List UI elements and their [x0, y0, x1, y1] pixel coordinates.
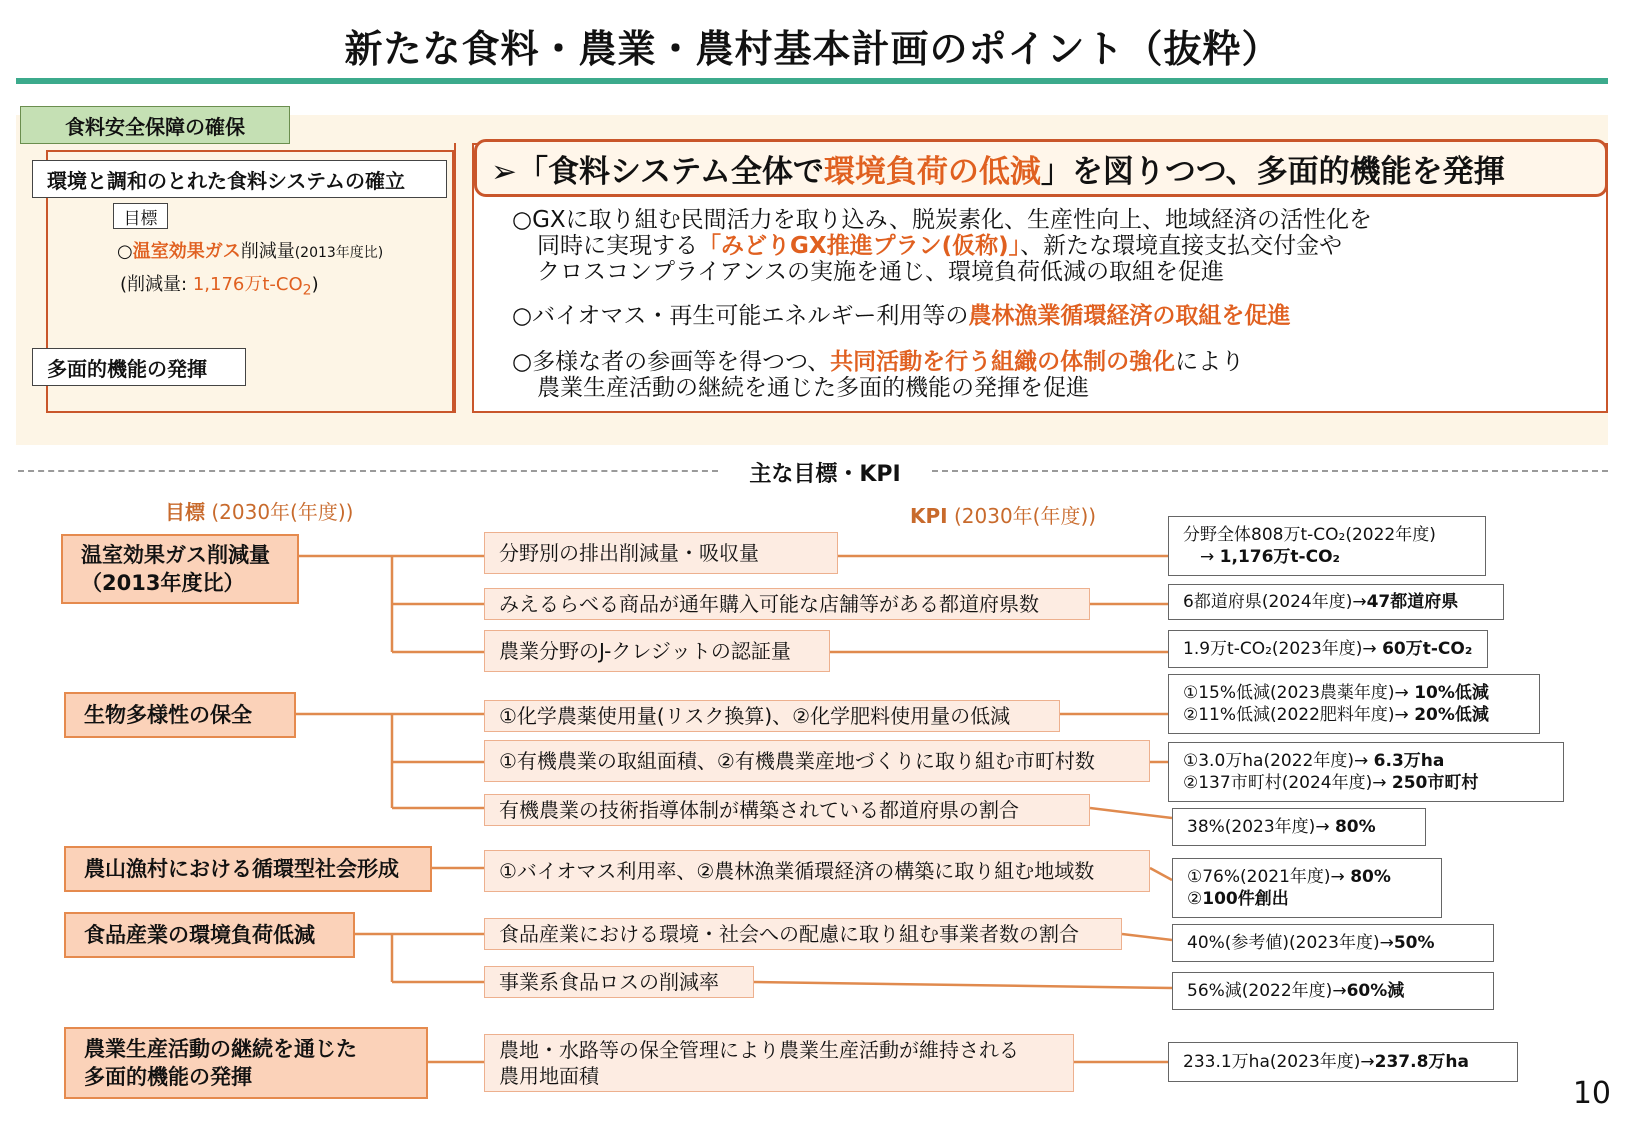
kpi-emissions — [1168, 516, 1486, 576]
bullet-gx-line1: ○GXに取り組む民間活力を取り込み、脱炭素化、生産性向上、地域経済の活性化を — [512, 207, 1373, 233]
goal-box-ghg — [61, 534, 299, 604]
kpi-column-note: (2030年(年度)) — [953, 504, 1097, 528]
goal-box-circular: 農山漁村における循環型社会形成 — [64, 846, 432, 892]
goal-multi-line1: 農業生産活動の継続を通じた — [84, 1037, 357, 1061]
kpi-emissions-line1 — [1183, 524, 1485, 546]
kpi-biomass — [1172, 858, 1442, 918]
kpi-food-business-target: 50% — [1393, 933, 1435, 953]
kpi-chemicals-line1 — [1183, 682, 1539, 704]
goal-prefix: ○ — [117, 241, 133, 262]
indicator-food-business: 食品産業における環境・社会への配慮に取り組む事業者数の割合 — [484, 918, 1122, 950]
multifunction-title: 多面的機能の発揮 — [32, 348, 246, 386]
kpi-food-loss-current: 56%減(2022年度)→ — [1187, 981, 1347, 1001]
bullet-collective-line2: 農業生産活動の継続を通じた多面的機能の発揮を促進 — [537, 375, 1089, 401]
goal-value-number: 1,176万t-CO — [192, 274, 303, 295]
goal-box-multifunction-text — [84, 1035, 357, 1091]
indicator-jcredit: 農業分野のJ-クレジットの認証量 — [484, 630, 830, 672]
goal-column-title: 目標 — [165, 500, 205, 524]
bullet-biomass-pre: ○バイオマス・再生可能エネルギー利用等の — [512, 303, 969, 329]
kpi-organic-area-target: 6.3万ha — [1373, 751, 1445, 771]
kpi-food-loss — [1172, 972, 1494, 1010]
indicator-farmland-text — [499, 1037, 1019, 1089]
bracket-close: ) — [311, 274, 319, 295]
kpi-food-loss-line — [1187, 980, 1493, 1002]
kpi-emissions-line2 — [1183, 546, 1485, 568]
goal-box-food-industry: 食品産業の環境負荷低減 — [64, 912, 355, 958]
kpi-biomass-line1 — [1187, 866, 1441, 888]
headline-pre: ➢「食料システム全体で — [491, 153, 824, 190]
env-system-title: 環境と調和のとれた食料システムの確立 — [32, 160, 447, 198]
kpi-biomass-rate-target: 80% — [1350, 867, 1391, 887]
kpi-organic-line2 — [1183, 772, 1563, 794]
bracket-open: ( — [120, 274, 128, 295]
kpi-emissions-target: 1,176万t-CO₂ — [1219, 547, 1340, 567]
goal-multi-line2: 多面的機能の発揮 — [84, 1065, 252, 1089]
goal-value-subscript: 2 — [302, 282, 312, 299]
indicator-biomass: ①バイオマス利用率、②農林漁業循環経済の構築に取り組む地域数 — [484, 850, 1150, 892]
goal-box-multifunction — [64, 1027, 428, 1099]
kpi-mierabel-line — [1183, 591, 1503, 613]
page-number: 10 — [1572, 1076, 1611, 1111]
indicator-farmland-line2: 農用地面積 — [499, 1064, 599, 1088]
goal-note: (2013年度比) — [294, 245, 384, 261]
indicator-organic-area: ①有機農業の取組面積、②有機農業産地づくりに取り組む市町村数 — [484, 740, 1150, 782]
goal-rest: 削減量 — [240, 241, 295, 262]
kpi-organic-municipalities-target: 250市町村 — [1391, 773, 1479, 793]
bullet-gx-line3: クロスコンプライアンスの実施を通じ、環境負荷低減の取組を促進 — [537, 259, 1225, 285]
kpi-jcredit — [1168, 630, 1488, 668]
bullet-gx-line2-pre: 同時に実現する — [537, 233, 698, 259]
kpi-mierabel-target: 47都道府県 — [1366, 592, 1459, 612]
kpi-emissions-current: 分野全体808万t-CO₂(2022年度) — [1183, 525, 1436, 545]
kpi-organic-municipalities: ②137市町村(2024年度)→ — [1183, 773, 1392, 793]
kpi-biomass-regions: ② — [1187, 889, 1203, 909]
kpi-farmland-line — [1183, 1051, 1517, 1073]
kpi-jcredit-line — [1183, 638, 1487, 660]
kpi-chemicals-fertilizer-target: 20%低減 — [1414, 705, 1489, 725]
kpi-organic-line1 — [1183, 750, 1563, 772]
kpi-organic-area: ①3.0万ha(2022年度)→ — [1183, 751, 1374, 771]
bullet-collective-post: により — [1175, 349, 1245, 375]
kpi-food-loss-target: 60%減 — [1346, 981, 1405, 1001]
kpi-emissions-arrow: → — [1183, 547, 1220, 567]
kpi-chemicals-fertilizer: ②11%低減(2022肥料年度)→ — [1183, 705, 1415, 725]
kpi-chemicals-pesticide: ①15%低減(2023農薬年度)→ — [1183, 683, 1415, 703]
headline-post: 」を図りつつ、多面的機能を発揮 — [1040, 153, 1505, 190]
goal-column-note: (2030年(年度)) — [211, 500, 354, 524]
headline-highlight: 環境負荷の低減 — [823, 153, 1041, 190]
kpi-jcredit-target: 60万t-CO₂ — [1382, 639, 1473, 659]
indicator-food-loss: 事業系食品ロスの削減率 — [484, 966, 754, 998]
kpi-biomass-rate: ①76%(2021年度)→ — [1187, 867, 1351, 887]
goal-highlight: 温室効果ガス — [132, 241, 241, 262]
goal-ghg-line2: （2013年度比） — [81, 571, 245, 595]
kpi-food-business-line — [1187, 932, 1493, 954]
kpi-biomass-line2 — [1187, 888, 1441, 910]
indicator-organic-guidance: 有機農業の技術指導体制が構築されている都道府県の割合 — [484, 794, 1090, 826]
kpi-column-title: KPI — [910, 504, 948, 528]
kpi-farmland — [1168, 1042, 1518, 1082]
kpi-chemicals-pesticide-target: 10%低減 — [1414, 683, 1489, 703]
goal-value-label: 削減量: — [127, 274, 193, 295]
kpi-jcredit-current: 1.9万t-CO₂(2023年度)→ — [1183, 639, 1383, 659]
kpi-food-business — [1172, 924, 1494, 962]
kpi-food-business-current: 40%(参考値)(2023年度)→ — [1187, 933, 1394, 953]
food-security-tag: 食料安全保障の確保 — [20, 106, 290, 144]
indicator-emissions: 分野別の排出削減量・吸収量 — [484, 532, 838, 574]
bullet-gx-line2-post: 、新たな環境直接支払交付金や — [1020, 233, 1343, 259]
bullet-collective-pre: ○多様な者の参画等を得つつ、 — [512, 349, 831, 375]
kpi-farmland-target: 237.8万ha — [1374, 1052, 1469, 1072]
kpi-guidance-target: 80% — [1334, 817, 1376, 837]
goal-ghg-line1: 温室効果ガス削減量 — [81, 543, 270, 567]
bullet-gx-highlight: 「みどりGX推進プラン(仮称)」 — [698, 233, 1021, 259]
indicator-farmland — [484, 1034, 1074, 1092]
kpi-guidance — [1172, 808, 1426, 846]
kpi-organic — [1168, 742, 1564, 802]
kpi-mierabel — [1168, 584, 1504, 620]
kpi-farmland-current: 233.1万ha(2023年度)→ — [1183, 1052, 1375, 1072]
page-title: 新たな食料・農業・農村基本計画のポイント（抜粋） — [344, 27, 1281, 71]
indicator-mierabel: みえるらべる商品が通年購入可能な店舗等がある都道府県数 — [484, 588, 1090, 620]
bullet-collective-highlight: 共同活動を行う組織の体制の強化 — [830, 349, 1176, 375]
kpi-biomass-regions-target: 100件創出 — [1202, 889, 1289, 909]
kpi-mierabel-current: 6都道府県(2024年度)→ — [1183, 592, 1367, 612]
kpi-heading: 主な目標・KPI — [735, 457, 915, 488]
kpi-guidance-current: 38%(2023年度)→ — [1187, 817, 1335, 837]
kpi-chemicals — [1168, 674, 1540, 734]
indicator-farmland-line1: 農地・水路等の保全管理により農業生産活動が維持される — [499, 1038, 1019, 1062]
indicator-chemicals: ①化学農薬使用量(リスク換算)、②化学肥料使用量の低減 — [484, 700, 1060, 732]
goal-box-ghg-text — [81, 541, 270, 597]
bullet-biomass-highlight: 農林漁業循環経済の取組を促進 — [968, 303, 1291, 329]
kpi-chemicals-line2 — [1183, 704, 1539, 726]
goal-box-biodiversity: 生物多様性の保全 — [64, 692, 296, 738]
kpi-guidance-line — [1187, 816, 1425, 838]
goal-tag: 目標 — [113, 203, 168, 229]
